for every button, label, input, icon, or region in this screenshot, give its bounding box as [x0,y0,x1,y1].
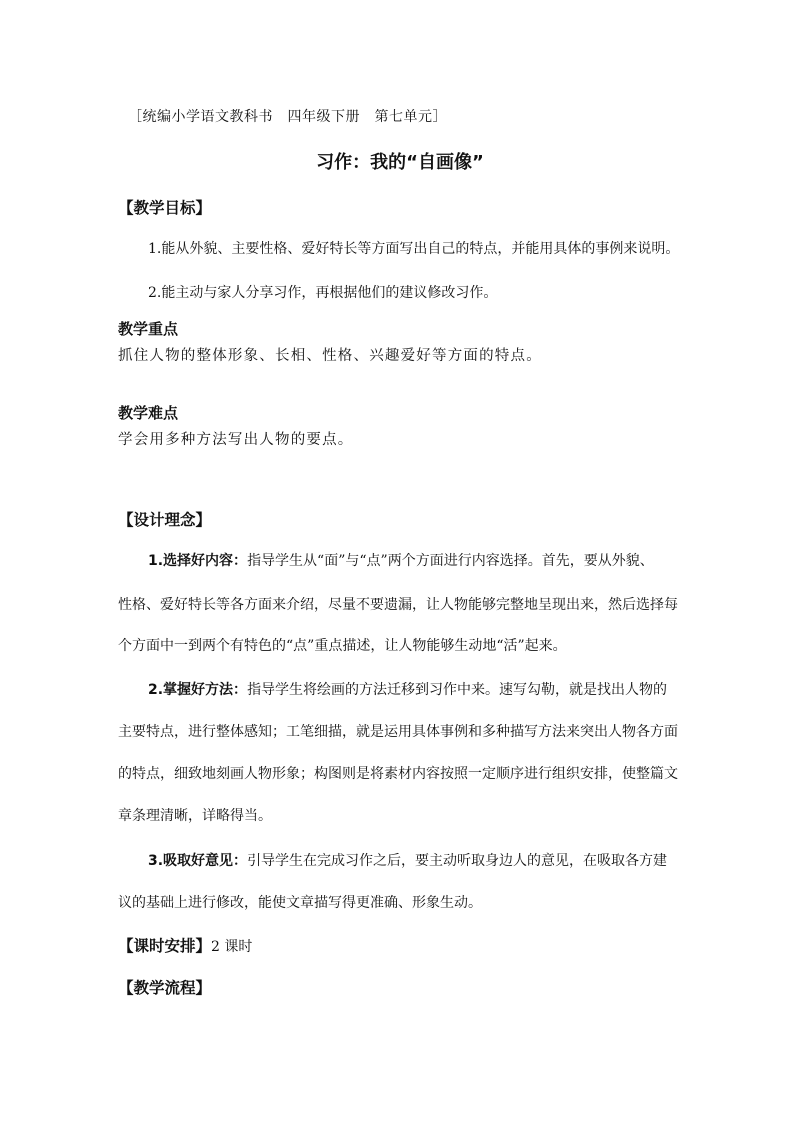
design-item-label: 3.吸取好意见： [148,853,248,869]
difficulties-heading: 教学难点 [118,404,179,422]
design-item-text: 指导学生将绘画的方法迁移到习作中来。速写勾勒，就是找出人物的 [247,682,668,698]
design-item-3-line: 议的基础上进行修改，能使文章描写得更准确、形象生动。 [118,895,482,911]
difficulties-text: 学会用多种方法写出人物的要点。 [118,432,354,448]
objective-item: 1.能从外貌、主要性格、爱好特长等方面写出自己的特点，并能用具体的事例来说明。 [148,241,680,257]
design-item-3-line [148,850,667,870]
design-item-1-line [148,550,654,570]
schedule-value: 2 课时 [211,939,253,955]
design-item-text: 指导学生从“面”与“点”两个方面进行内容选择。首先，要从外貌、 [247,553,654,569]
design-item-1-line: 性格、爱好特长等各方面来介绍，尽量不要遗漏，让人物能够完整地呈现出来，然后选择每 [118,597,678,613]
design-item-label: 2.掌握好方法： [148,682,248,698]
design-item-1-line: 个方面中一到两个有特色的“点”重点描述，让人物能够生动地“活”起来。 [118,638,567,654]
schedule-line [118,934,252,956]
key-points-heading: 教学重点 [118,320,179,338]
design-item-2-line: 的特点，细致地刻画人物形象；构图则是将素材内容按照一定顺序进行组织安排，使整篇文 [118,766,678,782]
objectives-heading: 【教学目标】 [118,199,212,217]
design-item-2-line [148,679,667,699]
objective-item: 2.能主动与家人分享习作，再根据他们的建议修改习作。 [148,285,498,301]
page-title: 习作：我的“自画像” [316,152,484,173]
design-item-2-line: 主要特点，进行整体感知；工笔细描，就是运用具体事例和多种描写方法来突出人物各方面 [118,724,678,740]
process-heading: 【教学流程】 [118,979,212,997]
design-item-label: 1.选择好内容： [148,553,248,569]
document-header: ［统编小学语文教科书 四年级下册 第七单元］ [128,109,447,125]
design-item-2-line: 章条理清晰，详略得当。 [118,808,272,824]
design-heading: 【设计理念】 [118,511,212,529]
design-item-text: 引导学生在完成习作之后，要主动听取身边人的意见，在吸取各方建 [247,853,668,869]
key-points-text: 抓住人物的整体形象、长相、性格、兴趣爱好等方面的特点。 [118,348,542,364]
schedule-heading: 【课时安排】 [118,937,212,955]
